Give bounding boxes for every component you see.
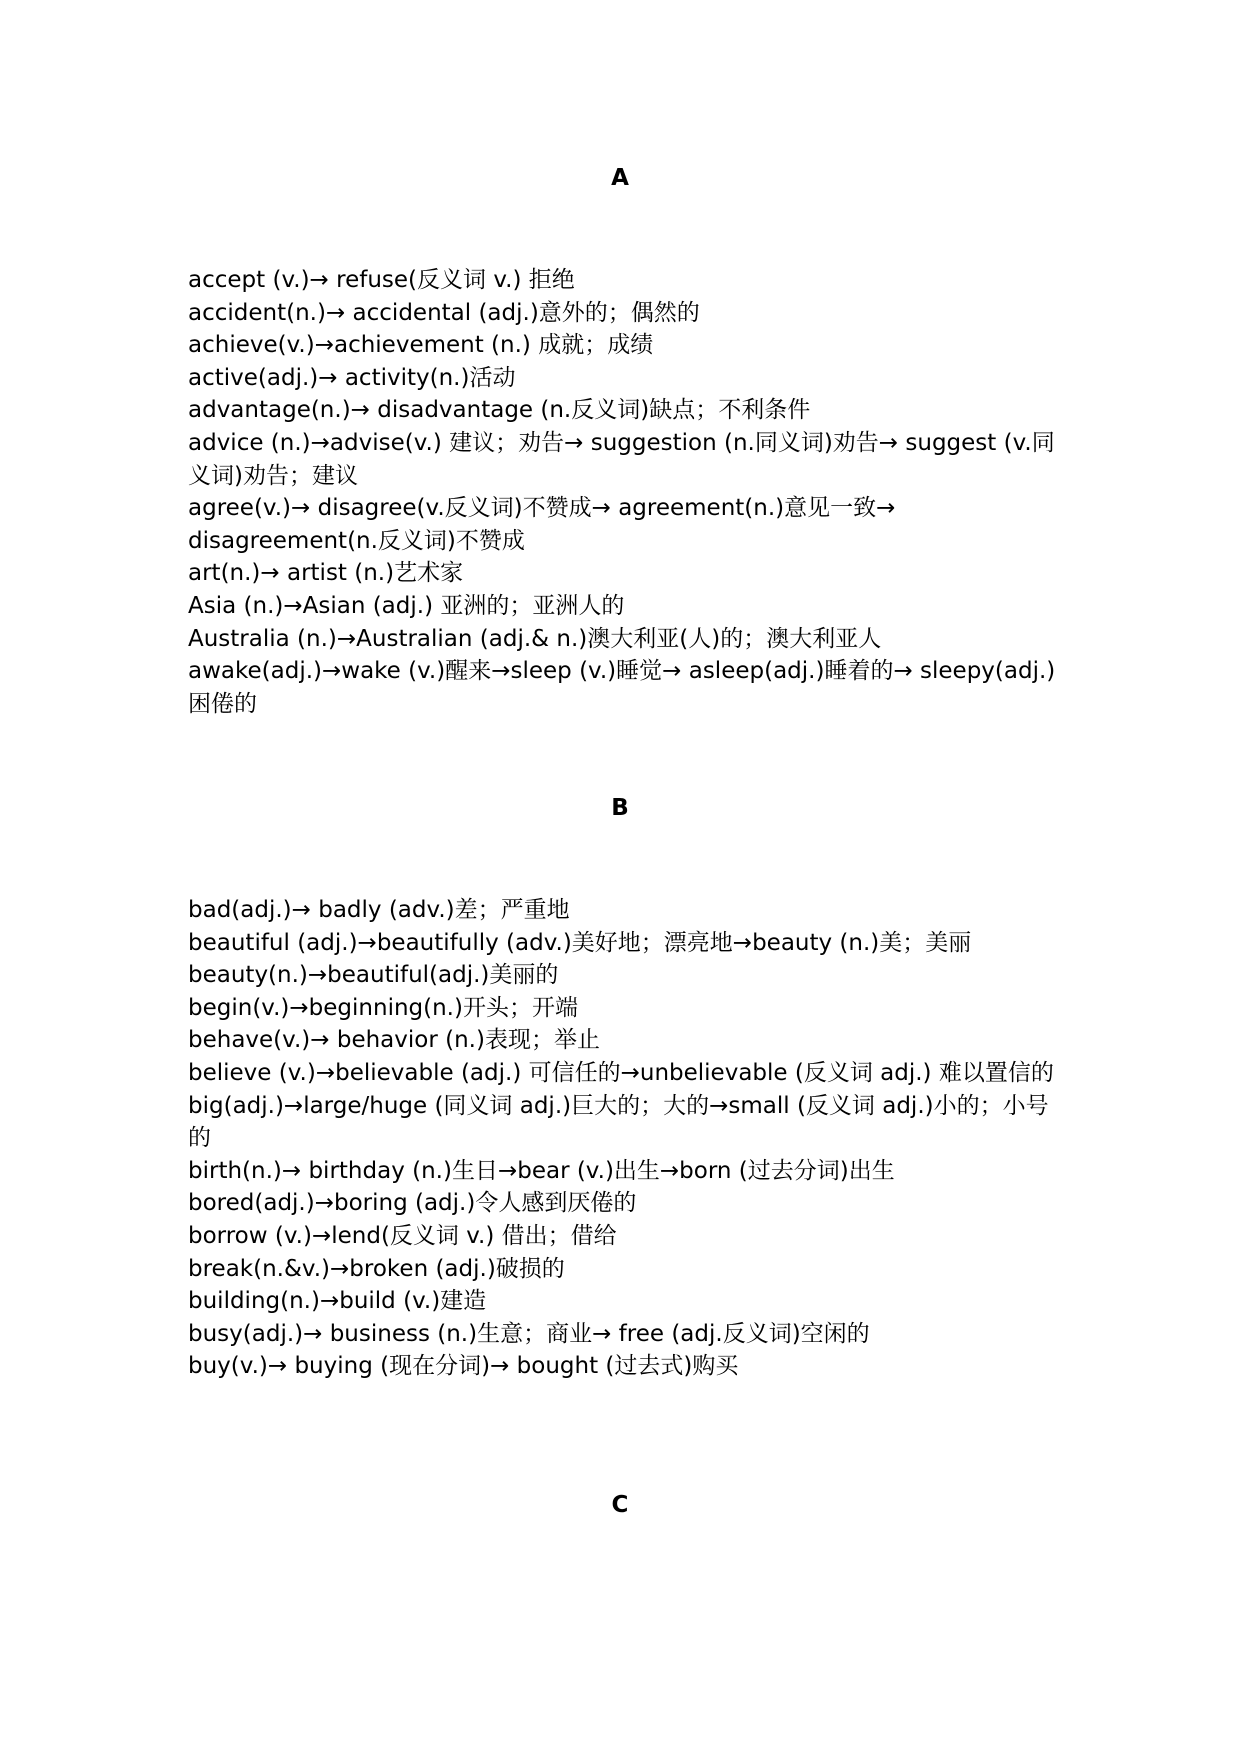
- vocab-entry: borrow (v.)→lend(反义词 v.) 借出；借给: [188, 1222, 617, 1249]
- vocab-entry: Asia (n.)→Asian (adj.) 亚洲的；亚洲人的: [188, 592, 625, 619]
- vocab-entry: art(n.)→ artist (n.)艺术家: [188, 560, 464, 587]
- vocab-entry: beauty(n.)→beautiful(adj.)美丽的: [188, 962, 559, 989]
- vocab-entry: agree(v.)→ disagree(v.反义词)不赞成→ agreement(n.)意见一致→ disagreement(n.反义词)不赞成: [188, 495, 896, 554]
- section-heading-b: B: [611, 795, 629, 821]
- vocab-entry: active(adj.)→ activity(n.)活动: [188, 364, 516, 391]
- entry-list-b: [188, 894, 1068, 1383]
- vocab-entry: busy(adj.)→ business (n.)生意；商业→ free (adj.反义词)空闲的: [188, 1320, 870, 1347]
- vocab-entry: begin(v.)→beginning(n.)开头；开端: [188, 994, 578, 1021]
- vocab-entry: awake(adj.)→wake (v.)醒来→sleep (v.)睡觉→ asleep(adj.)睡着的→ sleepy(adj.)困倦的: [188, 658, 1056, 717]
- vocab-entry: believe (v.)→believable (adj.) 可信任的→unbelievable (反义词 adj.) 难以置信的: [188, 1059, 1054, 1086]
- vocab-entry: achieve(v.)→achievement (n.) 成就；成绩: [188, 332, 654, 359]
- vocab-entry: bad(adj.)→ badly (adv.)差；严重地: [188, 897, 570, 923]
- vocab-entry: big(adj.)→large/huge (同义词 adj.)巨大的；大的→small (反义词 adj.)小的；小号的: [188, 1092, 1049, 1152]
- vocab-entry: advice (n.)→advise(v.) 建议；劝告→ suggestion (n.同义词)劝告→ suggest (v.同义词)劝告；建议: [188, 429, 1055, 489]
- entry-list-a: [188, 264, 1068, 720]
- vocab-entry: birth(n.)→ birthday (n.)生日→bear (v.)出生→born (过去分词)出生: [188, 1157, 895, 1184]
- vocab-entry: building(n.)→build (v.)建造: [188, 1288, 487, 1315]
- vocab-entry: accept (v.)→ refuse(反义词 v.) 拒绝: [188, 267, 575, 293]
- vocab-entry: Australia (n.)→Australian (adj.& n.)澳大利亚(人)的；澳大利亚人: [188, 625, 882, 652]
- vocab-entry: bored(adj.)→boring (adj.)令人感到厌倦的: [188, 1190, 637, 1217]
- vocab-entry: break(n.&v.)→broken (adj.)破损的: [188, 1255, 565, 1282]
- vocab-entry: advantage(n.)→ disadvantage (n.反义词)缺点；不利条件: [188, 397, 811, 424]
- vocab-entry: buy(v.)→ buying (现在分词)→ bought (过去式)购买: [188, 1353, 739, 1380]
- section-heading-c: C: [611, 1492, 629, 1518]
- vocab-entry: behave(v.)→ behavior (n.)表现；举止: [188, 1027, 600, 1054]
- vocab-entry: accident(n.)→ accidental (adj.)意外的；偶然的: [188, 299, 700, 326]
- vocab-entry: beautiful (adj.)→beautifully (adv.)美好地；漂亮地→beauty (n.)美；美丽: [188, 929, 972, 956]
- section-heading-a: A: [611, 165, 629, 191]
